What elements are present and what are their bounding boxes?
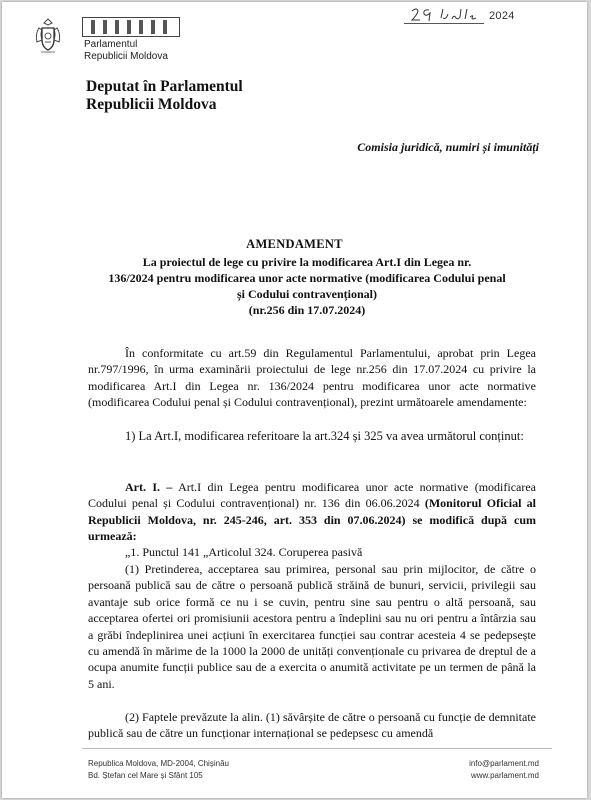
recipient-commission: Comisia juridică, numiri și imunități xyxy=(357,140,539,154)
date-underline xyxy=(404,23,484,24)
footer-address-line1: Republica Moldova, MD-2004, Chișinău xyxy=(88,759,229,768)
parliament-name-line2: Republicii Moldova xyxy=(84,51,168,62)
footer-address xyxy=(88,758,229,782)
amendment-subtitle xyxy=(62,254,552,318)
handwritten-date xyxy=(408,6,484,24)
footer-divider xyxy=(82,748,552,749)
article-label: Art. I. – xyxy=(125,480,173,494)
footer-contact xyxy=(469,758,539,782)
parliament-logo xyxy=(82,17,180,37)
sender-line1: Deputat în Parlamentul xyxy=(86,78,243,95)
intro-paragraph: În conformitate cu art.59 din Regulamentul Parlamentului, aprobat prin Legea nr.797/1996, în urma examinării proiectului de lege nr.256 din 17.07.2024 cu privire la modificarea Art.I din Legea nr. 136/2024 pentru modificarea unor acte normative (modificarea Codului penal și Codului contravențional), prezint următoarele amendamente: xyxy=(88,346,536,410)
article-i-paragraph xyxy=(88,479,536,545)
amendment-subtitle-line: 136/2024 pentru modificarea unor acte normative (modificarea Codului penal xyxy=(108,271,506,285)
paragraph-1: (1) Pretinderea, acceptarea sau primirea, personal sau prin mijlocitor, de către o persoană publică sau de către o persoană publică străină de bunuri, servicii, privilegii sau avantaje sub orice formă ce nu i se cuvin, pentru sine sau pentru o altă persoană, sau acceptarea ofertei ori promisiunii acestora pentru a îndeplini sau nu ori pentru a întârzia sau a grăbi îndeplinirea unei acțiuni în exercitarea funcției sau contrar acesteia 4 se pedepsește cu amendă în mărime de la 1000 la 2000 de unități convenționale cu privarea de dreptul de a ocupa anumite funcții publice sau de a exercita o anumită activitate pe un termen de până la 5 ani. xyxy=(88,562,536,691)
sender-line2: Republicii Moldova xyxy=(86,96,217,113)
footer-website[interactable]: www.parlament.md xyxy=(470,771,539,780)
amendment-subtitle-line: La proiectul de lege cu privire la modificarea Art.I din Legea nr. xyxy=(142,255,472,269)
sender-title xyxy=(86,78,243,114)
point-1-paragraph: 1) La Art.I, modificarea referitoare la art.324 și 325 va avea următorul conținut: xyxy=(125,429,524,443)
article-text: Art.I din Legea pentru modificarea unor acte normative (modificarea Codului penal și Codului contravențional) nr. 136 din 06.06.2024 xyxy=(88,480,536,511)
amendment-subtitle-line: (nr.256 din 17.07.2024) xyxy=(248,303,366,317)
parliament-name xyxy=(84,39,168,63)
parliament-name-line1: Parlamentul xyxy=(84,39,138,50)
footer-email[interactable]: info@parlament.md xyxy=(469,759,539,768)
point-141-heading: „1. Punctul 141 „Articolul 324. Coruperea pasivă xyxy=(125,545,363,559)
amendment-subtitle-line: și Codului contravențional) xyxy=(236,287,377,301)
document-page xyxy=(2,2,587,798)
paragraph-2: (2) Faptele prevăzute la alin. (1) săvârșite de către o persoană cu funcție de demnitate publică sau de către un funcționar internațional se pedepsesc cu amendă xyxy=(88,710,536,741)
footer-address-line2: Bd. Ștefan cel Mare și Sfânt 105 xyxy=(88,771,203,780)
date-year: 2024 xyxy=(489,10,515,22)
article-bold-text: (Monitorul Oficial al Republicii Moldova, nr. 245-246, art. 353 din 07.06.2024) se modifică după cum urmează: xyxy=(88,496,537,544)
amendment-title: AMENDAMENT xyxy=(246,237,343,251)
coat-of-arms-icon xyxy=(33,16,63,56)
